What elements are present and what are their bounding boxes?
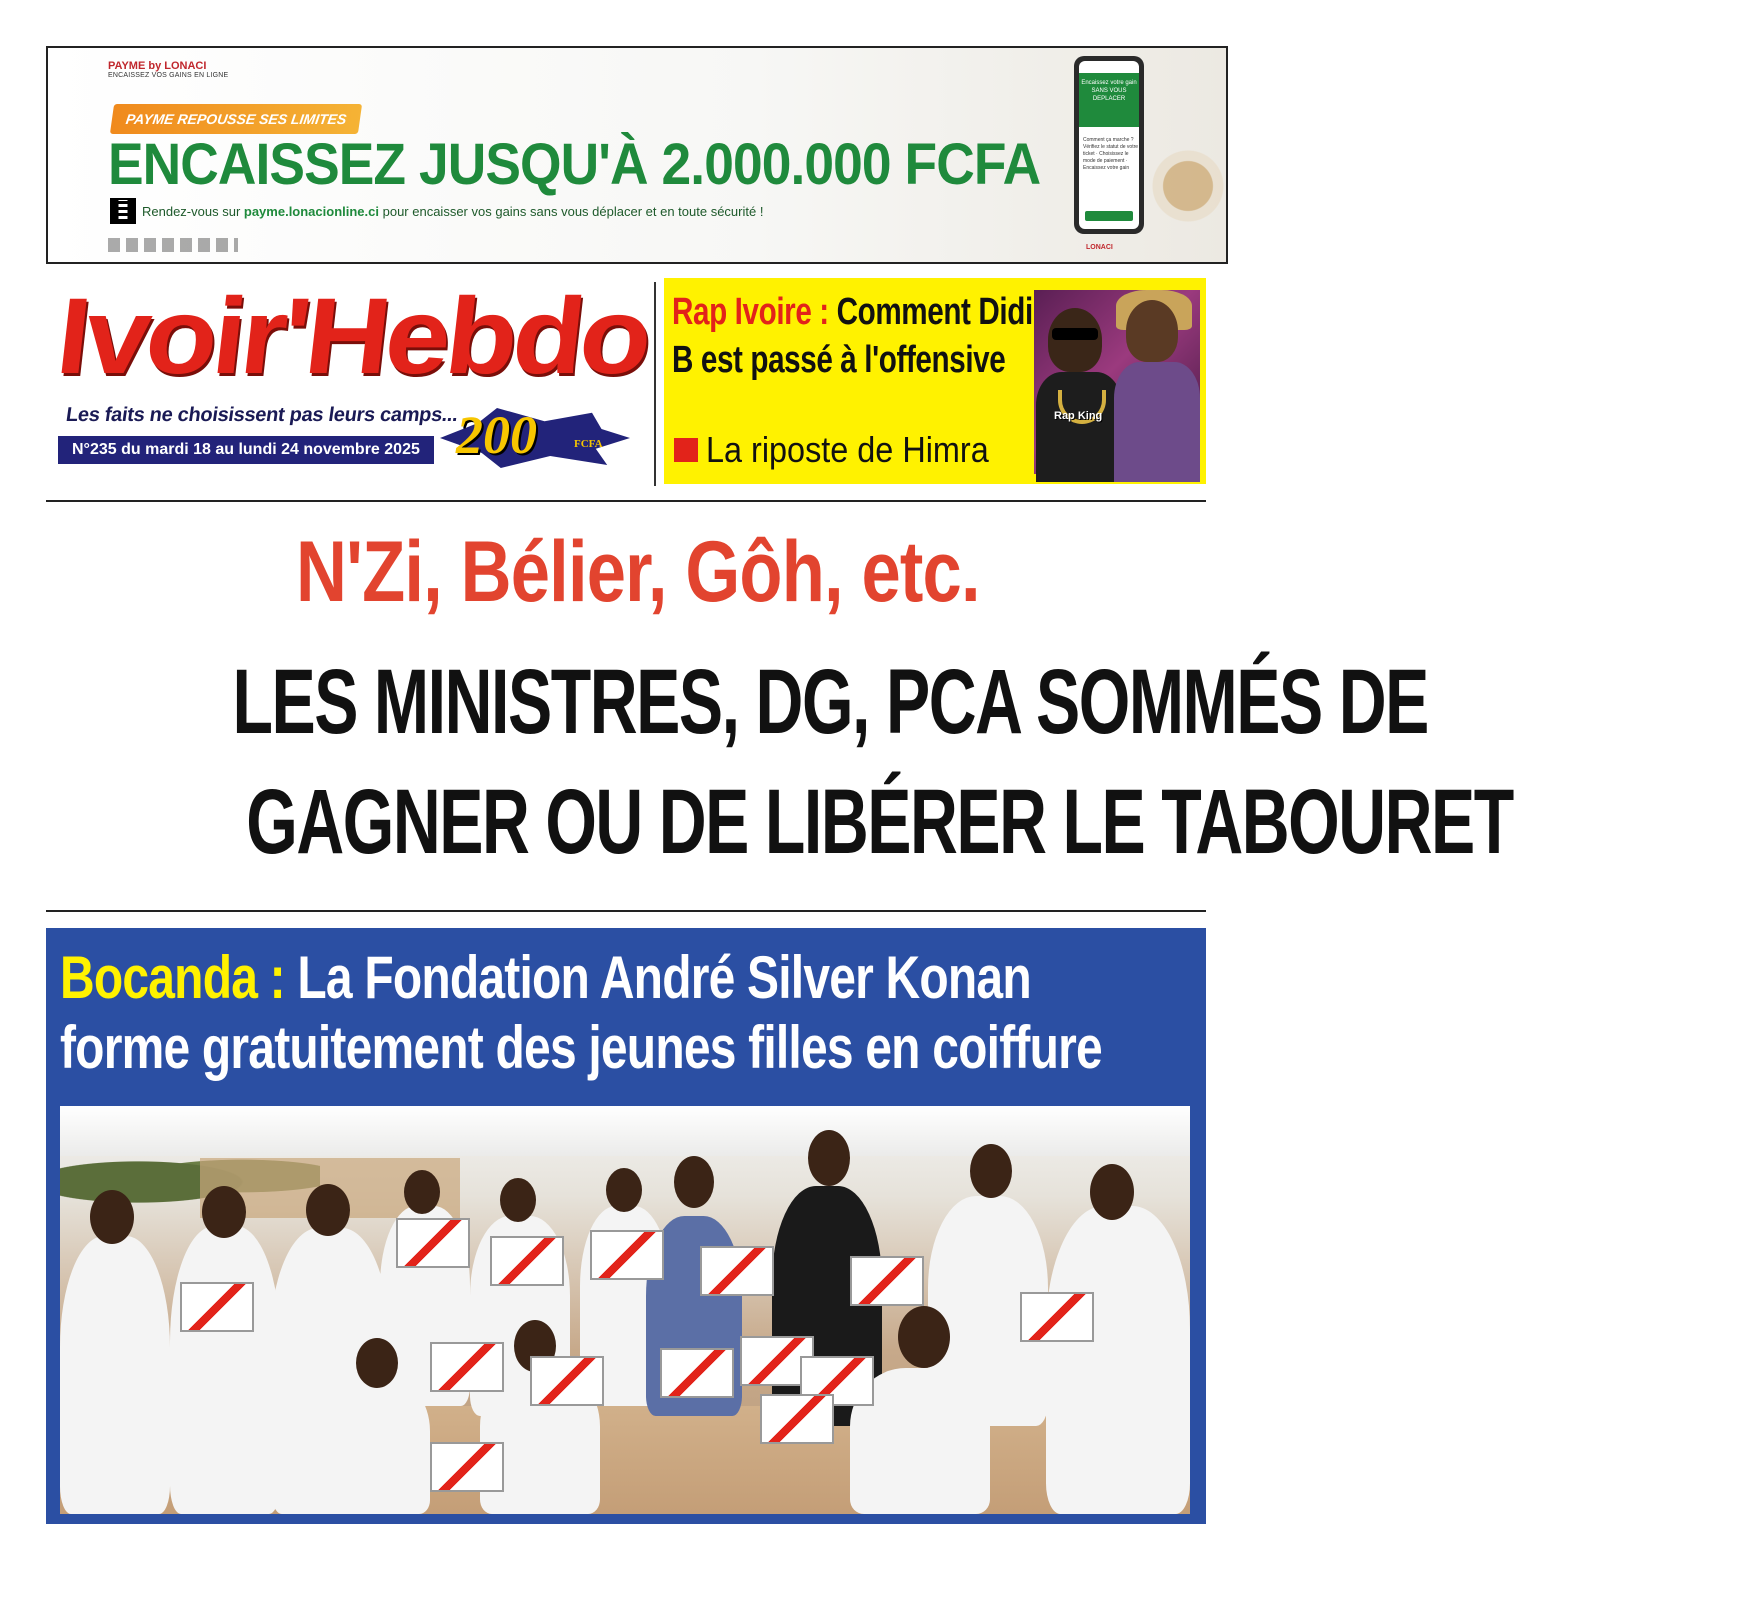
lead-headline-1-text: LES MINISTRES, DG, PCA SOMMÉS DE [232,651,1428,753]
lead-kicker-text: N'Zi, Bélier, Gôh, etc. [295,524,980,620]
certificate [1020,1292,1094,1342]
sunglasses-icon [1052,328,1098,340]
horizontal-rule [46,500,1206,502]
photo-person-head [674,1156,714,1208]
story-title-line-1 [60,942,1031,1014]
price-currency: FCFA [574,438,603,450]
photo-person-1-body [1036,372,1122,482]
photo-person [320,1376,430,1514]
phone-screen [1079,61,1139,229]
ad-partner-logos [108,238,238,252]
story-title-line-2: forme gratuitement des jeunes filles en coiffure [60,1014,1102,1081]
photo-person-1-head [1048,308,1102,372]
photo-person-head [404,1170,440,1214]
phone-screen-title: Encaissez votre gain SANS VOUS DEPLACER [1079,73,1139,127]
lead-kicker [0,522,1275,622]
ad-sub-suffix: pour encaisser vos gains sans vous déplacer et en toute sécurité ! [379,204,764,219]
photo-person-2-head [1126,300,1178,362]
certificate [490,1236,564,1286]
ad-link[interactable]: payme.lonacionline.ci [243,204,379,219]
story-photo [60,1106,1190,1514]
phone-screen-steps: Comment ça marche ? Vérifiez le statut de votre ticket · Choisissez le mode de paiement · Encaissez votre gain [1083,137,1139,171]
lead-headline-line-1[interactable] [0,650,1428,754]
story-title-1: La Fondation André Silver Konan [284,944,1031,1011]
certificate [396,1218,470,1268]
ad-headline: ENCAISSEZ JUSQU'À 2.000.000 FCFA [108,132,1041,197]
certificate [760,1394,834,1444]
story-box[interactable] [46,928,1206,1524]
photo-person-head [898,1306,950,1368]
teaser-subtitle: La riposte de Himra [706,429,989,470]
ad-decoration [1148,108,1228,238]
photo-person-head [808,1130,850,1186]
teaser-kicker: Rap Ivoire : [672,291,829,333]
certificate [850,1256,924,1306]
photo-person [170,1226,280,1514]
photo-person-head [1090,1164,1134,1220]
photo-person-head [606,1168,642,1212]
teaser-box[interactable] [664,278,1206,484]
certificate [700,1246,774,1296]
photo-person-head [306,1184,350,1236]
lonaci-logo: LONACI [1086,244,1113,251]
ad-banner[interactable] [46,46,1228,264]
ad-subtext [142,204,763,219]
certificate [430,1342,504,1392]
vertical-divider [654,282,656,486]
ad-brand: PAYME by LONACI [108,60,207,72]
photo-person-head [500,1178,536,1222]
teaser-title-line-1: Comment Didi [828,291,1033,333]
certificate [530,1356,604,1406]
photo-person [1046,1206,1190,1514]
certificate [660,1348,734,1398]
photo-person-head [356,1338,398,1388]
teaser-title [672,288,1033,384]
ad-ribbon: PAYME REPOUSSE SES LIMITES [110,104,363,134]
price-amount: 200 [456,405,537,465]
ad-sub-prefix: Rendez-vous sur [142,204,244,219]
photo-person-head [970,1144,1012,1198]
qr-code-icon [110,198,136,224]
lead-headline-line-2[interactable] [0,770,1513,874]
photo-person-head [202,1186,246,1238]
photo-person [60,1236,170,1514]
certificate [590,1230,664,1280]
teaser-photo [1034,290,1200,474]
newspaper-tagline: Les faits ne choisissent pas leurs camps... [64,404,460,426]
phone-screen-button [1085,211,1133,221]
photo-caption-tag: Rap King [1054,410,1103,422]
certificate [430,1442,504,1492]
certificate [180,1282,254,1332]
ad-brand-subtitle: ENCAISSEZ VOS GAINS EN LIGNE [108,72,229,79]
photo-person-head [90,1190,134,1244]
photo-person-2-body [1114,362,1200,482]
lead-headline-2-text: GAGNER OU DE LIBÉRER LE TABOURET [246,771,1513,873]
newspaper-logo: Ivoir'Hebdo [51,275,655,396]
bullet-square-icon [674,438,698,462]
horizontal-rule [46,910,1206,912]
story-kicker: Bocanda : [60,944,285,1011]
phone-mockup [1074,56,1144,234]
teaser-title-line-2: B est passé à l'offensive [672,339,1006,381]
issue-info: N°235 du mardi 18 au lundi 24 novembre 2025 [58,436,434,464]
